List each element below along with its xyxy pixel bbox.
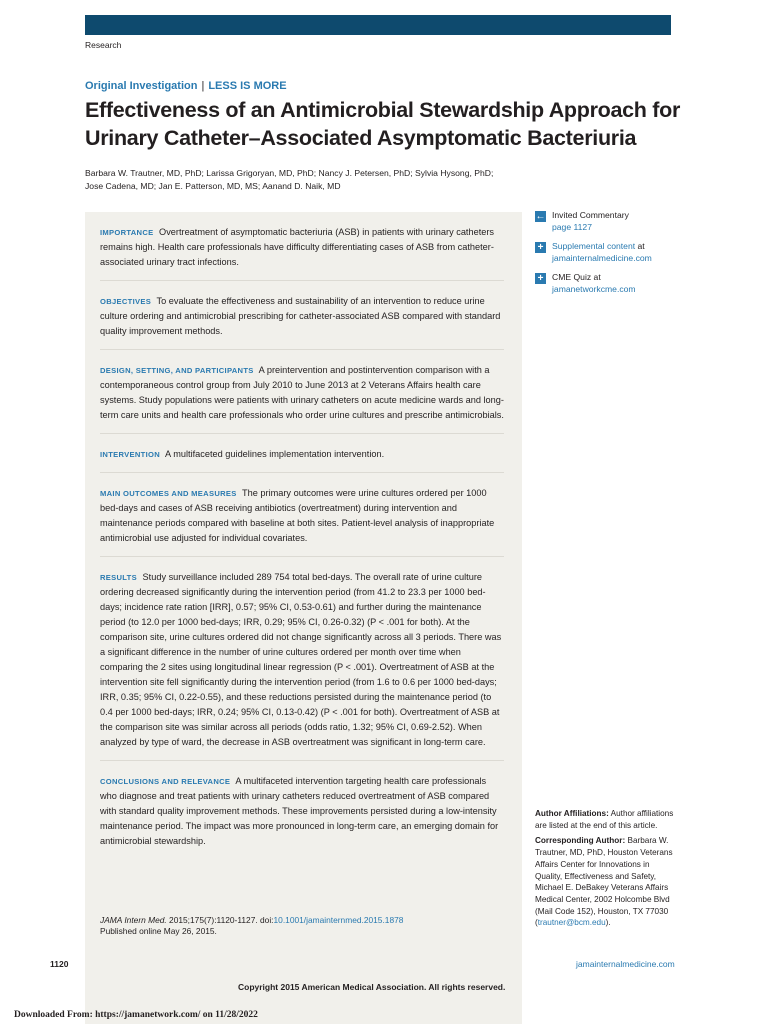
download-stamp: Downloaded From: https://jamanetwork.com/ on 11/28/2022: [14, 1010, 258, 1020]
abstract-text: The primary outcomes were urine cultures ordered per 1000 bed-days and cases of ASB receiving antibiotics (overtreatment) during intervention and maintenance periods compared with baseline at both sites. Patient-level analysis of inappropriate antimicrobial use adjusted for individual covariates.: [100, 488, 495, 543]
section-label: Research: [85, 40, 122, 50]
abstract-text: To evaluate the effectiveness and sustainability of an intervention to reduce urine culture ordering and antimicrobial prescribing for catheter-associated ASB compared with standard quality improvement methods.: [100, 296, 501, 336]
corresponding-text: Barbara W. Trautner, MD, PhD, Houston Veterans Affairs Center for Innovations in Quality, Effectiveness and Safety, Michael E. DeBakey Veterans Affairs Medical Center, 2002 Holcombe Blvd (Mail Code 152), Houston, TX 77030 (: [535, 836, 673, 928]
invited-commentary[interactable]: [535, 210, 675, 233]
published-date: Published online May 26, 2015.: [100, 926, 217, 936]
supplemental-at: at: [635, 241, 645, 251]
cme-title: CME Quiz: [552, 272, 592, 282]
abstract-text: A multifaceted intervention targeting health care professionals who diagnose and treat patients with urinary catheters reduced overtreatment of ASB compared with standard quality improvement methods. These improvements persisted during a low-intensity maintenance period. The impact was more pronounced in long-term care, an emerging domain for antimicrobial stewardship.: [100, 776, 499, 846]
abstract-box: [85, 212, 522, 1024]
article-type: Original Investigation: [85, 80, 198, 92]
plus-icon: +: [535, 273, 546, 284]
supplemental-link[interactable]: jamainternalmedicine.com: [552, 252, 652, 263]
invited-commentary-title: Invited Commentary: [552, 210, 629, 220]
abstract-objectives: [100, 294, 504, 350]
abstract-conclusions: [100, 774, 504, 859]
abstract-heading: MAIN OUTCOMES AND MEASURES: [100, 489, 237, 498]
supplemental-content[interactable]: [535, 241, 675, 264]
citation-journal: JAMA Intern Med.: [100, 915, 167, 925]
abstract-heading: IMPORTANCE: [100, 228, 154, 237]
cme-at: at: [591, 272, 601, 282]
doi-link[interactable]: 10.1001/jamainternmed.2015.1878: [273, 915, 404, 925]
citation-line: [100, 915, 500, 926]
header-bar: [85, 15, 671, 35]
arrow-left-icon: ←: [535, 211, 546, 222]
corresponding-end: ).: [605, 918, 611, 928]
abstract-text: A multifaceted guidelines implementation intervention.: [165, 449, 385, 459]
abstract-importance: [100, 225, 504, 281]
affiliations-label: Author Affiliations:: [535, 809, 609, 818]
abstract-outcomes: [100, 486, 504, 557]
page-number: 1120: [50, 959, 69, 969]
abstract-design: [100, 363, 504, 434]
article-kicker: [85, 80, 287, 92]
citation: [100, 915, 500, 937]
abstract-sections: [100, 225, 504, 872]
affiliations-text: Author affiliations are listed at the end of this article.: [535, 809, 674, 830]
corresponding-label: Corresponding Author:: [535, 836, 626, 846]
abstract-heading: OBJECTIVES: [100, 297, 152, 306]
plus-icon: +: [535, 242, 546, 253]
cme-link[interactable]: jamanetworkcme.com: [552, 283, 636, 294]
copyright: Copyright 2015 American Medical Association. All rights reserved.: [238, 982, 506, 992]
abstract-text: A preintervention and postintervention comparison with a contemporaneous control group from July 2010 to June 2013 at 2 Veterans Affairs health care systems. Study populations were patients with urinary catheters on acute medicine wards and long-term care units and health care professionals who order urine cultures and prescribe antimicrobials.: [100, 365, 504, 420]
series-label: LESS IS MORE: [208, 80, 287, 92]
corresponding-author: [535, 835, 675, 929]
sidebar: [535, 210, 675, 303]
abstract-heading: CONCLUSIONS AND RELEVANCE: [100, 777, 231, 786]
abstract-heading: DESIGN, SETTING, AND PARTICIPANTS: [100, 366, 254, 375]
abstract-heading: RESULTS: [100, 573, 137, 582]
article-title: Effectiveness of an Antimicrobial Stewardship Approach for Urinary Catheter–Associated Asymptomatic Bacteriuria: [85, 98, 681, 150]
abstract-heading: INTERVENTION: [100, 450, 160, 459]
site-link[interactable]: jamainternalmedicine.com: [576, 959, 675, 969]
invited-commentary-link[interactable]: page 1127: [552, 221, 592, 232]
abstract-text: Overtreatment of asymptomatic bacteriuria (ASB) in patients with urinary catheters remains high. Health care professionals have difficulty differentiating cases of ASB from catheter-associated urinary tract infections.: [100, 227, 495, 267]
kicker-separator: |: [201, 80, 205, 92]
email-link[interactable]: trautner@bcm.edu: [537, 918, 606, 928]
abstract-intervention: [100, 447, 504, 473]
author-affiliations: [535, 808, 675, 929]
affiliations-note: [535, 808, 675, 831]
abstract-results: [100, 570, 504, 761]
author-list: Barbara W. Trautner, MD, PhD; Larissa Grigoryan, MD, PhD; Nancy J. Petersen, PhD; Sylvia Hysong, PhD; Jose Cadena, MD; Jan E. Patterson, MD, MS; Aanand D. Naik, MD: [85, 168, 494, 191]
citation-details: 2015;175(7):1120-1127. doi:: [169, 915, 274, 925]
supplemental-title[interactable]: Supplemental content: [552, 241, 636, 251]
cme-quiz[interactable]: [535, 272, 675, 295]
abstract-text: Study surveillance included 289 754 total bed-days. The overall rate of urine culture ordering decreased significantly during the intervention period (from 41.2 to 23.3 per 1000 bed-days; incidence rate ration [IRR], 0.57; 95% CI, 0.53-0.61) and further during the maintenance period (to 12.0 per 1000 bed-days; IRR, 0.29; 95% CI, 0.26-0.32) (P < .001 for both). At the comparison site, urine cultures ordered did not change significantly across all 3 periods. There was a significant difference in the number of urine cultures ordered per month over time when comparing the 2 sites using longitudinal linear regression (P < .001). Overtreatment of ASB at the intervention site fell significantly during the intervention period (from 1.6 to 0.6 per 1000 bed-days; IRR, 0.35; 95% CI, 0.22-0.55), and these reductions persisted during the maintenance period (to 0.4 per 1000 bed-days; IRR, 0.24; 95% CI, 0.13-0.42) (P < .001 for both). Overtreatment of ASB at the comparison site was similar across all periods (odds ratio, 1.32; 95% CI, 0.69-2.52). When analyzed by type of ward, the decrease in ASB overtreatment was significant in long-term care.: [100, 572, 502, 747]
